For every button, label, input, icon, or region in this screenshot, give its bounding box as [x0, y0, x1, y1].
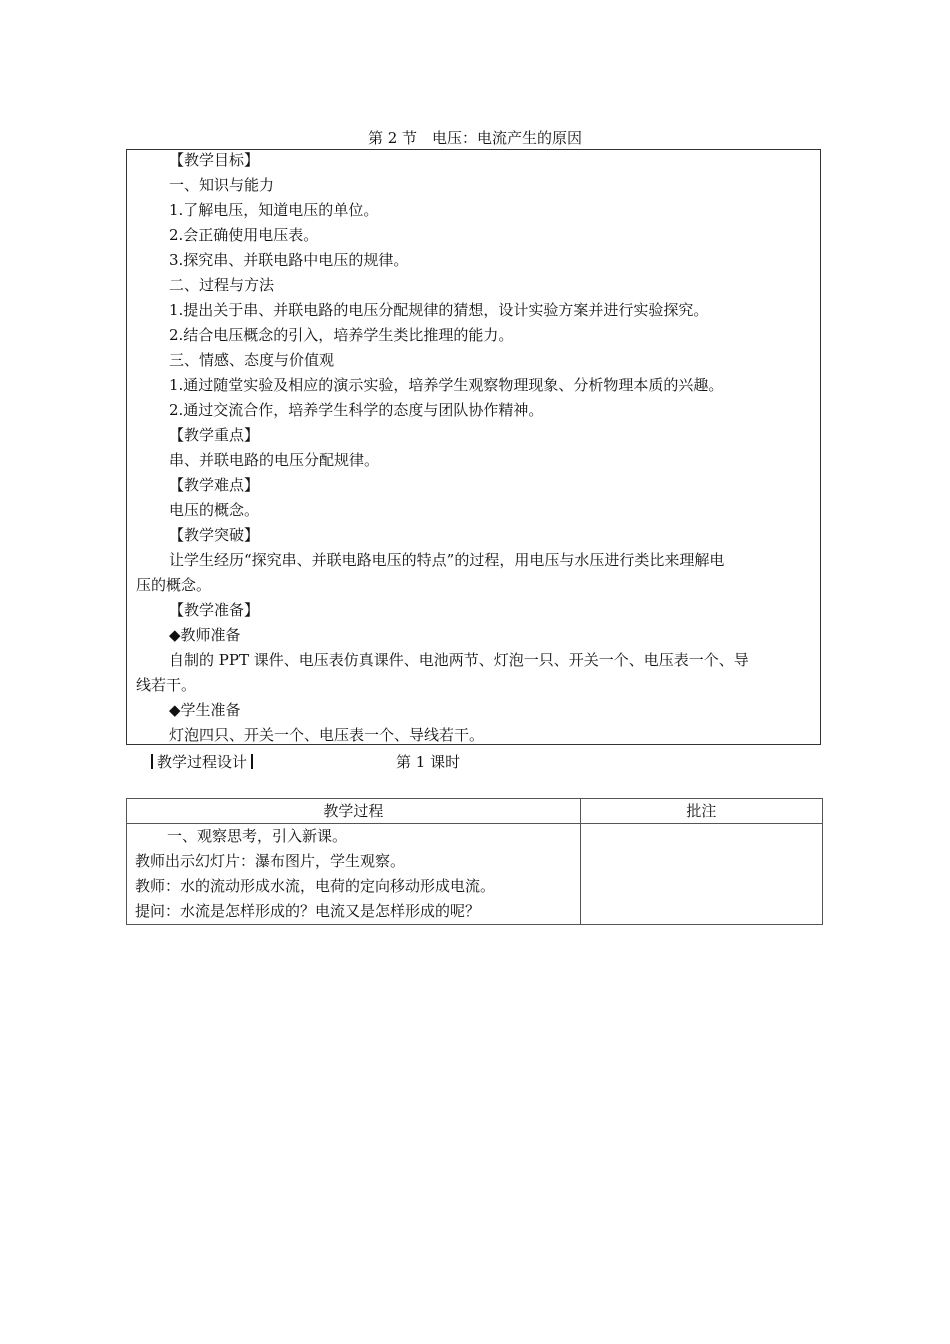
table-row: [127, 824, 823, 925]
objectives-header: 【教学目标】: [169, 151, 260, 169]
s2-item1: 1.提出关于串、并联电路的电压分配规律的猜想，设计实验方案并进行实验探究。: [169, 301, 709, 319]
s3-item2: 2.通过交流合作，培养学生科学的态度与团队协作精神。: [169, 401, 544, 419]
student-prep-text: 灯泡四只、开关一个、电压表一个、导线若干。: [169, 726, 485, 744]
section3-title: 三、情感、态度与价值观: [169, 351, 335, 369]
lesson-label: 第 1 课时: [396, 753, 461, 771]
key-text: 串、并联电路的电压分配规律。: [169, 451, 380, 469]
section1-title: 一、知识与能力: [169, 176, 275, 194]
table-header-row: [127, 799, 823, 824]
section2-title: 二、过程与方法: [169, 276, 275, 294]
process-line3: 教师：水的流动形成水流，电荷的定向移动形成电流。: [135, 877, 496, 895]
breakthrough-line1: 让学生经历“探究串、并联电路电压的特点”的过程，用电压与水压进行类比来理解电: [169, 551, 725, 569]
design-label: [147, 752, 257, 772]
note-cell: [580, 824, 822, 925]
key-header: 【教学重点】: [169, 426, 260, 444]
s1-item1: 1.了解电压，知道电压的单位。: [169, 201, 379, 219]
s2-item2: 2.结合电压概念的引入，培养学生类比推理的能力。: [169, 326, 514, 344]
process-cell: [127, 824, 581, 925]
teacher-prep-header: ◆教师准备: [169, 626, 241, 644]
page-title: 第 2 节 电压：电流产生的原因: [367, 129, 583, 147]
left-bar-mark: [151, 754, 153, 769]
s1-item2: 2.会正确使用电压表。: [169, 226, 319, 244]
col-header-note: 批注: [580, 799, 822, 824]
process-table: [126, 798, 823, 925]
breakthrough-header: 【教学突破】: [169, 526, 260, 544]
teacher-prep-line2: 线若干。: [136, 676, 197, 694]
teacher-prep-line1: 自制的 PPT 课件、电压表仿真课件、电池两节、灯泡一只、开关一个、电压表一个、导: [169, 651, 749, 669]
s1-item3: 3.探究串、并联电路中电压的规律。: [169, 251, 409, 269]
difficult-text: 电压的概念。: [169, 501, 260, 519]
design-label-text: 教学过程设计: [157, 753, 248, 771]
student-prep-header: ◆学生准备: [169, 701, 241, 719]
difficult-header: 【教学难点】: [169, 476, 260, 494]
process-line2: 教师出示幻灯片：瀑布图片，学生观察。: [135, 852, 406, 870]
prep-header: 【教学准备】: [169, 601, 260, 619]
objectives-box: [126, 149, 821, 745]
breakthrough-line2: 压的概念。: [136, 576, 212, 594]
right-bar-mark: [251, 754, 253, 769]
process-line1: 一、观察思考，引入新课。: [167, 827, 348, 845]
process-line4: 提问：水流是怎样形成的？电流又是怎样形成的呢？: [135, 902, 481, 920]
s3-item1: 1.通过随堂实验及相应的演示实验，培养学生观察物理现象、分析物理本质的兴趣。: [169, 376, 724, 394]
col-header-process: 教学过程: [127, 799, 581, 824]
